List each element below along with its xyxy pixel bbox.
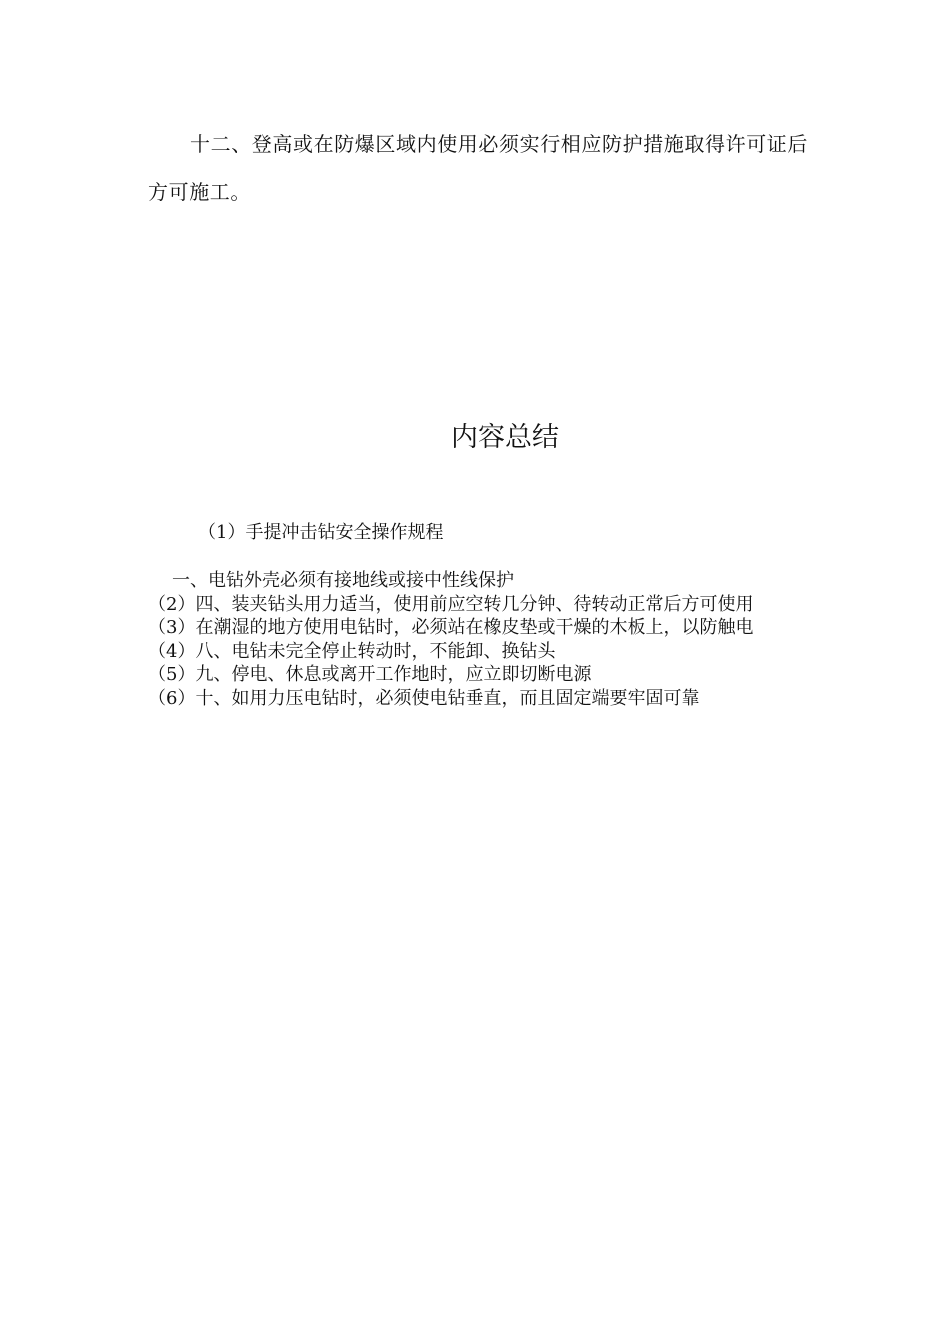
summary-item-1: 一、电钻外壳必须有接地线或接中性线保护 [172, 570, 514, 591]
summary-item-4: （4）八、电钻未完全停止转动时，不能卸、换钻头 [148, 640, 556, 662]
summary-heading: （1）手提冲击钻安全操作规程 [198, 522, 444, 543]
summary-item-5: （5）九、停电、休息或离开工作地时，应立即切断电源 [148, 664, 592, 685]
summary-item-2: （2）四、装夹钻头用力适当，使用前应空转几分钟、待转动正常后方可使用 [148, 593, 754, 615]
summary-list [148, 569, 808, 710]
summary-item-6: （6）十、如用力压电钻时，必须使电钻垂直，而且固定端要牢固可靠 [148, 687, 700, 709]
summary-item-3: （3）在潮湿的地方使用电钻时，必须站在橡皮垫或干燥的木板上，以防触电 [148, 617, 754, 638]
summary-title: 内容总结 [451, 422, 559, 453]
paragraph-12: 十二、登高或在防爆区域内使用必须实行相应防护措施取得许可证后方可施工。 [148, 132, 808, 204]
